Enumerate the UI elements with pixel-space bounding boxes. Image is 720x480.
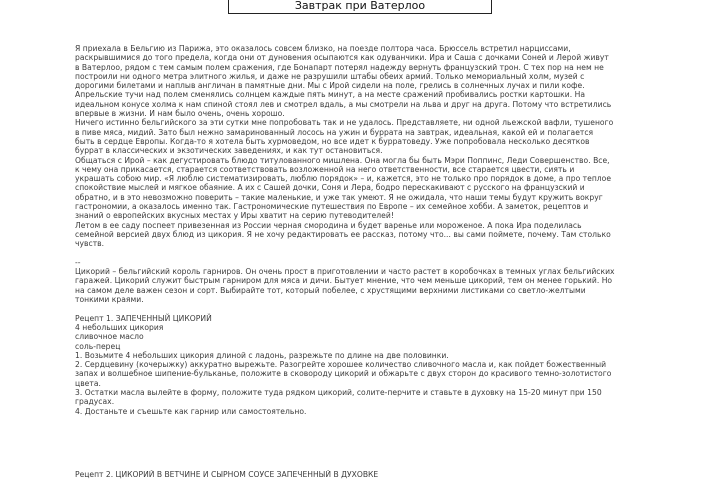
section-divider: --	[75, 257, 81, 267]
story-paragraph-3: Общаться с Ирой – как дегустировать блюдо титулованного мишлена. Она могла бы быть Мэри Поппинс, Леди Совершенство. Все, к чему она прикасается, старается соответствовать возложенной на него ответственности, все старается цвести, сиять и украшать собою мир. «Я люблю систематизировать, люблю порядок» – и, кажется, это не только про порядок в доме, а про теплое спокойствие мыслей и мягкое обаяние. А их с Сашей дочки, Соня и Лера, бодро перескакивают с русского на французский и обратно, и в это невозможно поверить – такие маленькие, и уже так умеют. Я не ожидала, что наши темы будут кружить вокруг гастрономии, а оказалось именно так. Гастрономические путешествия по Европе – их семейное хобби. А заметок, рецептов и знаний о европейских вкусных местах у Иры хватит на серию путеводителей!	[75, 155, 612, 221]
story-paragraph-1: Я приехала в Бельгию из Парижа, это оказалось совсем близко, на поезде полтора часа. Брюссель встретил нарциссами, раскрывшимися до того предела, когда они от дуновения осыпаются как одуванчики. Ира и Саша с дочками Соней и Лерой живут в Ватерлоо, рядом с тем самым полем сражения, где Бонапарт потерял надежду вернуть французский трон. С тех пор на нем не построили ни одного метра элитного жилья, и даже не разрушили штабы обеих армий. Только мемориальный холм, музей с дорогими билетами и наплыв англичан в памятные дни. Мы с Ирой сидели на поле, грелись в солнечных лучах и пили кофе. Апрельские тучи над полем сменялись солнцем каждые пять минут, а на месте сражений пробивались ростки картошки. На идеальном конусе холма к нам спиной стоял лев и смотрел вдаль, а мы смотрели на льва и друг на друга. Потому что встретились впервые в жизни. И нам было очень, очень хорошо.	[75, 44, 612, 119]
chicory-intro: Цикорий – бельгийский король гарниров. Он очень прост в приготовлении и часто растет в коробочках в темных углах бельгийских гаражей. Цикорий служит быстрым гарниром для мяса и дичи. Бытует мнение, что чем меньше цикорий, тем он менее горький. Но на самом деле важен сезон и сорт. Выбирайте тот, который побелее, с хрустящими верхними листиками со светло-желтыми тонкими краями.	[75, 267, 615, 305]
story-paragraph-4: Летом в ее саду поспеет привезенная из России черная смородина и будет варенье или мороженое. А пока Ира поделилась семейной версией двух блюд из цикория. Я не хочу редактировать ее рассказ, потому что... вы сами поймете, почему. Там столько чувств.	[75, 220, 611, 249]
recipe-step: 2. Сердцевину (кочерыжку) аккуратно вырежьте. Разогрейте хорошее количество сливочного масла и, как пойдет божественный запах и волшебное шипение-бульканье, положите в сковороду цикорий и обжарьте с двух сторон до красивого темно-золотистого цвета.	[75, 360, 612, 388]
recipe-1-title: Рецепт 1. ЗАПЕЧЕННЫЙ ЦИКОРИЙ	[75, 313, 212, 323]
ingredient-item: сливочное масло	[75, 332, 144, 342]
title-box	[228, 0, 492, 14]
ingredient-item: соль-перец	[75, 341, 121, 351]
recipe-step: 4. Достаньте и съешьте как гарнир или самостоятельно.	[75, 406, 307, 416]
spacer	[75, 304, 615, 313]
recipe-1-steps	[75, 351, 615, 416]
article-body	[75, 44, 615, 416]
recipe-step: 3. Остатки масла вылейте в форму, положите туда рядком цикорий, солите-перчите и ставьте в духовку на 15-20 минут при 150 градусах.	[75, 387, 602, 407]
recipe-2-title: Рецепт 2. ЦИКОРИЙ В ВЕТЧИНЕ И СЫРНОМ СОУСЕ ЗАПЕЧЕННЫЙ В ДУХОВКЕ	[75, 470, 379, 479]
recipe-step: 1. Возьмите 4 небольших цикория длиной с ладонь, разрежьте по длине на две половинки.	[75, 350, 449, 360]
recipe-1-ingredients	[75, 323, 615, 351]
page-title: Завтрак при Ватерлоо	[294, 0, 426, 12]
story-paragraph-2: Ничего истинно бельгийского за эти сутки мне попробовать так и не удалось. Представляете, ни одной льежской вафли, тушеного в пиве мяса, мидий. Зато был нежно замаринованный лосось на ужин и буррата на завтрак, идеальная, какой ей и полагается быть в сердце Европы. Когда-то я хотела быть хурмоведом, но все идет к бурратоведу. Уже попробовала несколько десятков буррат в классических и экзотических заведениях, и как тут остановиться.	[75, 118, 614, 156]
spacer	[75, 249, 615, 258]
ingredient-item: 4 небольших цикория	[75, 322, 164, 332]
